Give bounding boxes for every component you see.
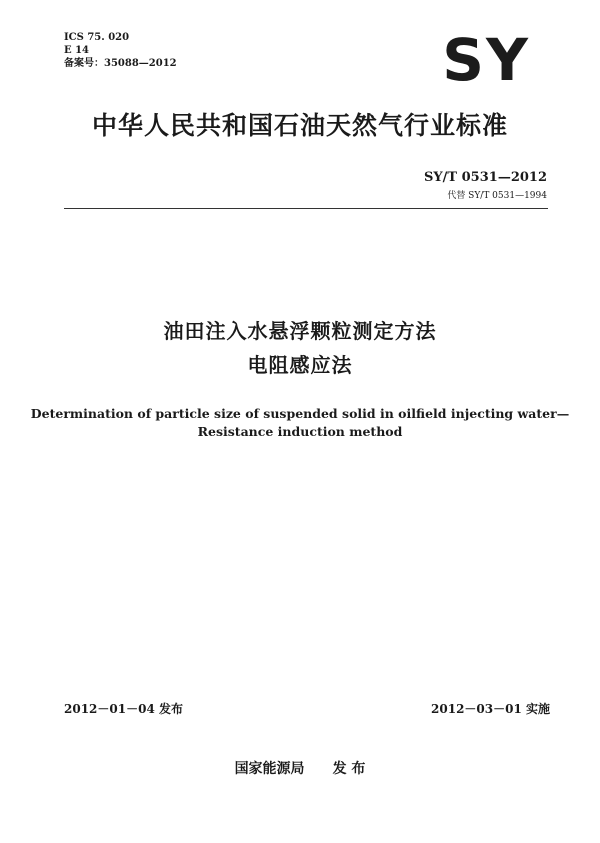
issue-date: 2012－01－04 发布 xyxy=(64,702,183,716)
publisher-action: 发 布 xyxy=(332,761,366,777)
sy-logo: SY xyxy=(442,26,530,94)
replaces-standard: 代替 SY/T 0531—1994 xyxy=(447,191,547,201)
standard-code: SY/T 0531—2012 xyxy=(424,170,547,185)
record-number: 备案号：35088—2012 xyxy=(64,58,177,69)
publisher-line xyxy=(0,758,600,778)
header-divider xyxy=(64,208,548,209)
category-code: E 14 xyxy=(64,45,90,56)
title-cn-line1: 油田注入水悬浮颗粒测定方法 xyxy=(163,319,437,343)
issuing-authority-title: 中华人民共和国石油天然气行业标准 xyxy=(91,111,508,140)
implementation-date: 2012－03－01 实施 xyxy=(431,702,550,716)
ics-code: ICS 75. 020 xyxy=(64,32,130,43)
publisher-name: 国家能源局 xyxy=(234,761,305,777)
title-en-line1: Determination of particle size of suspended solid in oilfield injecting water— xyxy=(30,406,570,421)
title-en-line2: Resistance induction method xyxy=(197,424,403,439)
title-cn-line2: 电阻感应法 xyxy=(247,353,353,377)
